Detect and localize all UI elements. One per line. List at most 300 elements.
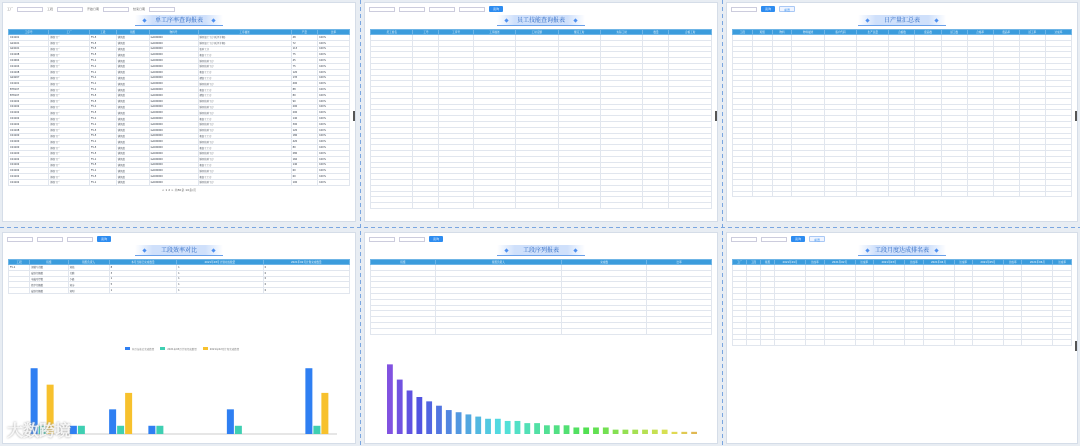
select-2[interactable] [399,237,425,242]
table-cell: GAOI0000 [149,179,198,185]
table-cell: FV-5 [89,145,116,151]
table-cell: 铸件检验工序 [198,168,291,174]
table-cell: 铸铁工厂 [49,92,90,98]
table-cell: 粗加工工序 [198,162,291,168]
column-header: 2021年05月 [972,260,1003,265]
table-row [371,328,712,334]
sequence-table [370,259,712,335]
table-cell: 铸铁工厂 [49,98,90,104]
table-cell: FV-1 [89,121,116,127]
filter-bar [3,3,355,15]
table-cell: 铸铁组 [116,168,149,174]
table-cell: 铸铁组 [116,174,149,180]
table-cell: 铸铁工厂 [49,52,90,58]
table-cell: 200 [291,104,317,110]
panel-monthly-rank [726,232,1078,444]
table-cell: 刘涛 [68,282,109,288]
bar[interactable] [235,426,242,434]
bar[interactable] [446,410,452,434]
table-cell: FV-5 [89,174,116,180]
filter-bar [365,233,717,245]
column-header: 工序号 [439,30,473,35]
table-cell: 铸铁组 [116,162,149,168]
bar[interactable] [485,419,491,434]
bar[interactable] [387,364,393,434]
table-cell: FV-5 [89,110,116,116]
table-cell: GAOI0000 [149,168,198,174]
bar[interactable] [632,430,638,434]
table-cell: 粗加工工序 [198,133,291,139]
table-cell: 粗加工工序 [198,87,291,93]
table-cell: C24102 [9,179,49,185]
section-select[interactable] [57,7,83,12]
table-cell: FV-1 [89,104,116,110]
table-cell [733,191,753,197]
column-header: 班组 [761,260,775,265]
rank-table [732,259,1072,346]
table-cell: FV-1 [89,168,116,174]
table-cell: FV-1 [89,58,116,64]
table-cell [874,340,905,346]
column-header: 2021年01月 [775,260,806,265]
table-cell [643,203,669,209]
table-cell: C24102 [9,156,49,162]
table-cell: 铸件检验工序 [198,58,291,64]
bar[interactable] [397,380,403,434]
bar[interactable] [495,419,501,434]
table-cell: 铸件检验工序 [198,179,291,185]
select-1[interactable] [369,7,395,12]
table-cell [824,191,856,197]
scroll-handle[interactable] [715,111,717,121]
table-cell [371,328,436,334]
bar[interactable] [466,414,472,434]
table-row [733,191,1072,197]
table-cell: 粗加工工序 [198,69,291,75]
table-cell: 铸件加工工序(毛坯车粗) [198,35,291,41]
column-header: 达成率 [1053,260,1072,265]
table-cell: 200 [291,110,317,116]
legend-item[interactable]: 2021年02月计划完成数量 [197,348,240,351]
filter-bar [365,3,717,15]
column-header: 比率 [647,260,712,265]
table-cell: 铸铁组 [116,87,149,93]
table-cell: GAOI0000 [149,127,198,133]
table-cell [9,288,30,294]
table-cell: 100% [318,133,350,139]
table-cell: 电磁对焊组 [30,276,68,282]
panel-title: 员工技能查询报表 [497,15,585,26]
start-date-input[interactable] [103,7,129,12]
table-cell [647,328,712,334]
table-cell [1045,191,1071,197]
bar[interactable] [416,397,422,434]
column-header: 达成率 [954,260,972,265]
table-cell: 铸铁组 [116,98,149,104]
table-cell: 铸件检验工序 [198,98,291,104]
table-cell: 铸铁组 [116,116,149,122]
column-header: 达成率 [855,260,873,265]
table-cell: C24104 [9,63,49,69]
section-label: 工段 [47,7,54,11]
table-cell: 400 [291,81,317,87]
table-cell: 铸铁工厂 [49,174,90,180]
reset-button[interactable]: 重置 [809,236,825,242]
bar[interactable] [672,432,678,434]
table-cell: C24004 [9,58,49,64]
table-cell: GAOI0000 [149,52,198,58]
bar[interactable] [109,409,116,434]
filter-bar [3,233,355,245]
table-cell: FV-5 [89,52,116,58]
table-cell: 120 [291,127,317,133]
table-cell: FV-1 [89,63,116,69]
select-1[interactable] [7,237,33,242]
query-button[interactable]: 查询 [429,236,443,242]
table-cell: 72 [291,40,317,46]
column-header: 返工数 [941,30,967,35]
table-cell: 60 [291,168,317,174]
table-cell: FV-1 [89,139,116,145]
column-header: 2021年03月 [874,260,905,265]
watermark: 大数跨境 [7,421,72,440]
column-header: 工段 [9,260,30,265]
column-header: 达成率 [905,260,923,265]
table-cell: FV-5 [89,92,116,98]
table-cell: 铸铁工厂 [49,127,90,133]
table-cell: GAOI0000 [149,133,198,139]
column-header: 达成率 [1045,30,1071,35]
table-cell: 铸件检验工序 [198,139,291,145]
start-date-label: 开始日期 [87,7,100,11]
table-cell: 铸铁工厂 [49,139,90,145]
table-cell: 0 [263,288,349,294]
table-cell: 100% [318,69,350,75]
table-cell [993,191,1019,197]
column-header: 工段 [747,260,761,265]
table-cell [806,340,824,346]
table-cell: GAOI0000 [149,174,198,180]
table-row [9,179,350,185]
query-button[interactable]: 查询 [791,236,805,242]
table-cell: 数字切割组 [30,282,68,288]
bar[interactable] [691,432,697,434]
bar[interactable] [613,430,619,434]
select-3[interactable] [67,237,93,242]
table-cell: 铸铁工厂 [49,179,90,185]
bar[interactable] [456,412,462,434]
table-cell [1003,340,1021,346]
table-cell: 铸铁工厂 [49,156,90,162]
table-cell: B78107 [9,87,49,93]
table-row [9,288,350,294]
table-cell [1022,340,1053,346]
table-cell: 铸铁组 [116,179,149,185]
column-header: 班组 [30,260,68,265]
bar[interactable] [321,393,328,434]
bar[interactable] [603,427,609,434]
table-cell: 吴鹏 [68,270,109,276]
table-cell [855,340,873,346]
panel-title: 工段月度达成排名表 [858,245,946,256]
table-cell [752,191,772,197]
end-date-label: 结束日期 [133,7,146,11]
table-cell: G24101 [9,40,49,46]
table-cell: FV-5 [89,133,116,139]
table-cell [562,328,647,334]
table-cell: FV-1 [89,179,116,185]
column-header: 生产总量 [857,30,889,35]
table-cell [941,191,967,197]
bar[interactable] [78,426,85,434]
table-cell [824,340,855,346]
table-cell: FV-1 [89,156,116,162]
sequence-chart [385,355,697,435]
column-header: 工序描述 [198,30,291,35]
divider [0,227,1080,228]
scroll-handle[interactable] [353,111,355,121]
column-header: 工时定额 [516,30,558,35]
table-cell: 铸铁工厂 [49,104,90,110]
column-header: 班组 [371,260,436,265]
divider [360,0,361,446]
column-header: 工厂 [49,30,90,35]
table-cell: 精加工工序 [198,75,291,81]
column-header: 班组 [116,30,149,35]
table-cell [747,340,761,346]
table-cell: 铸铁工厂 [49,87,90,93]
table-cell [775,340,806,346]
date-input[interactable] [459,7,485,12]
start-date-input[interactable] [731,237,757,242]
table-cell: GAOI0000 [149,87,198,93]
table-cell: C24102 [9,104,49,110]
bar[interactable] [623,430,629,434]
table-cell: FV-5 [89,127,116,133]
table-cell: C24102 [9,110,49,116]
table-cell: GAOI0000 [149,156,198,162]
table-cell: 100% [318,92,350,98]
column-header: 废品率 [993,30,1019,35]
bar[interactable] [426,401,432,434]
select-2[interactable] [37,237,63,242]
bar[interactable] [681,432,687,434]
select-2[interactable] [399,7,425,12]
scroll-handle[interactable] [1075,111,1077,121]
end-date-input[interactable] [761,237,787,242]
bar[interactable] [475,417,481,434]
bar[interactable] [583,427,589,434]
table-cell: 60 [291,174,317,180]
bar[interactable] [662,430,668,434]
daily-table [732,29,1072,197]
table-cell: 磁铁切割组 [30,288,68,294]
table-cell: 磁铁切割组 [30,270,68,276]
table-cell [857,191,889,197]
table-cell: 100 [291,179,317,185]
column-header: 废品数 [915,30,941,35]
bar[interactable] [125,393,132,434]
query-button[interactable]: 查询 [97,236,111,242]
filter-bar [727,233,1077,245]
bar[interactable] [313,426,320,434]
table-cell: 100% [318,150,350,156]
table-cell [792,191,824,197]
compare-table [8,259,350,294]
table-cell: B78107 [9,92,49,98]
table-cell: C24102 [9,174,49,180]
bar[interactable] [544,425,550,434]
column-header: 2021年02月 [824,260,855,265]
pager[interactable]: < 1 2 > 共80条 10条/页 [161,187,197,192]
bar[interactable] [305,368,312,434]
table-cell: 100% [318,98,350,104]
table-cell: 1 [177,282,263,288]
table-cell: 280 [291,150,317,156]
select-1[interactable] [369,237,395,242]
process-table [8,29,350,186]
table-cell: 100% [318,40,350,46]
table-cell: 100% [318,116,350,122]
column-header: 工序描述 [473,30,515,35]
bar[interactable] [564,425,570,434]
bar[interactable] [524,423,530,434]
table-cell: 1 [177,270,263,276]
end-date-input[interactable] [149,7,175,12]
column-header: 达成率 [1003,260,1021,265]
table-cell: C24100 [9,145,49,151]
select-3[interactable] [429,7,455,12]
table-cell: C24102 [9,168,49,174]
table-cell: FV-5 [89,162,116,168]
reset-button[interactable]: 重置 [779,6,795,12]
table-cell [473,203,515,209]
table-cell: C24102 [9,98,49,104]
table-cell: 粗加工工序 [198,116,291,122]
table-cell: C24108 [9,52,49,58]
column-header: 物料号 [149,30,198,35]
bar[interactable] [407,390,413,434]
factory-select[interactable] [17,7,43,12]
bar[interactable] [227,409,234,434]
table-cell: GAOI0000 [149,116,198,122]
table-cell: 100% [318,63,350,69]
scroll-handle[interactable] [1075,341,1077,351]
query-button[interactable]: 查询 [761,6,775,12]
panel-title: 工段序列报表 [497,245,585,256]
table-cell [761,340,775,346]
bar[interactable] [554,425,560,434]
legend-item[interactable]: 本月当前已完成数量 [119,348,155,351]
panel-section-compare [2,232,356,444]
column-header: 物料 [772,30,792,35]
table-cell: 300 [291,121,317,127]
table-cell: 1 [177,276,263,282]
panel-daily-output [726,2,1078,222]
bar[interactable] [642,430,648,434]
table-cell [889,191,915,197]
panel-section-sequence [364,232,718,444]
table-cell [413,203,439,209]
table-cell: 90 [291,98,317,104]
table-cell: 铸铁工厂 [49,162,90,168]
bar[interactable] [436,406,442,434]
panel-title: 单工序率查询报表 [135,15,223,26]
bar[interactable] [652,430,658,434]
table-cell: 铸件检验工序 [198,150,291,156]
table-cell: G24101 [9,46,49,52]
table-cell: 铸件检验工序 [198,110,291,116]
table-cell: 88 [291,87,317,93]
table-cell: 180 [291,133,317,139]
table-cell: 0 [263,270,349,276]
column-header: 工段 [89,30,116,35]
table-cell: 45 [291,58,317,64]
table-cell: 80 [291,92,317,98]
column-header: 班组 [752,30,772,35]
table-row [371,203,712,209]
table-cell: 铸铁工厂 [49,58,90,64]
table-cell: 铸铁工厂 [49,35,90,41]
table-cell: 精加工工序 [198,92,291,98]
table-cell: 铸铁工厂 [49,133,90,139]
bar[interactable] [156,426,163,434]
table-cell: 检验工序 [198,46,291,52]
table-cell: 铸铁组 [116,81,149,87]
bar[interactable] [505,421,511,434]
column-header: 额定工时 [558,30,600,35]
table-cell: FV-1 [89,81,116,87]
skill-table [370,29,712,209]
bar[interactable] [515,421,521,434]
table-cell: GAOI0000 [149,35,198,41]
column-header: 合格数 [889,30,915,35]
column-header: 工序号 [9,30,49,35]
table-cell: FV-1 [9,265,30,271]
table-cell: 100% [318,156,350,162]
query-button[interactable]: 查询 [489,6,503,12]
column-header: 本月当前已完成数量 [109,260,177,265]
bar[interactable] [117,426,124,434]
legend-item[interactable]: 2021年03月计划完成数量 [154,348,197,351]
bar[interactable] [593,427,599,434]
table-cell: 75 [291,52,317,58]
table-cell: GAOI0000 [149,40,198,46]
chart-legend [23,347,335,351]
table-cell: 铸件检验工序 [198,156,291,162]
table-cell: GAOI0000 [149,69,198,75]
table-cell: 48 [291,35,317,41]
bar[interactable] [573,427,579,434]
bar[interactable] [148,426,155,434]
table-cell: 铸铁工厂 [49,110,90,116]
table-cell: 铸铁组 [116,110,149,116]
table-cell [516,203,558,209]
table-cell: 铸铁工厂 [49,150,90,156]
table-cell: GAOI0000 [149,139,198,145]
table-cell: FV-5 [89,40,116,46]
table-cell: 铸件加工工序(毛坯车粗) [198,40,291,46]
table-cell: 刘明 [68,288,109,294]
table-cell [915,191,941,197]
table-cell: 铸铁工厂 [49,116,90,122]
bar[interactable] [534,423,540,434]
table-cell: 5 [109,282,177,288]
table-cell: 0 [263,276,349,282]
table-cell: 粗加工工序 [198,52,291,58]
date-input[interactable] [731,7,757,12]
table-cell: G24207 [9,75,49,81]
